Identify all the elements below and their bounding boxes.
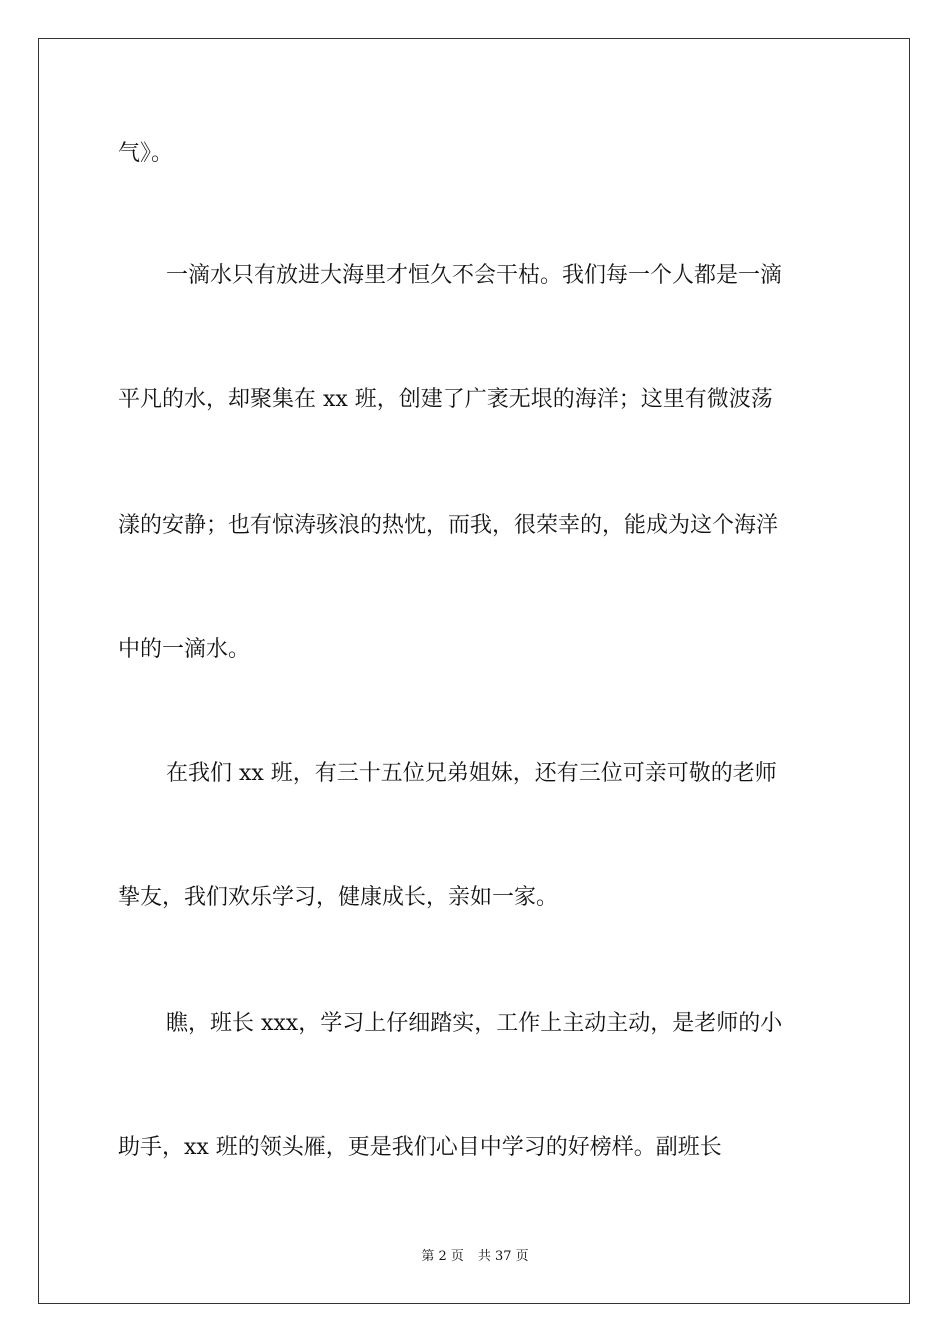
page-number-current: 第 2 页 <box>421 1249 464 1264</box>
paragraph-1-line-1: 一滴水只有放进大海里才恒久不会干枯。我们每一个人都是一滴 <box>166 263 783 288</box>
paragraph-2-line-2: 挚友，我们欢乐学习，健康成长，亲如一家。 <box>118 885 559 910</box>
paragraph-2-line-1: 在我们 xx 班，有三十五位兄弟姐妹，还有三位可亲可敬的老师 <box>166 761 777 786</box>
text-line-1: 气》。 <box>118 141 174 166</box>
page-number-total: 共 37 页 <box>477 1249 529 1264</box>
paragraph-1-line-2: 平凡的水，却聚集在 xx 班，创建了广袤无垠的海洋；这里有微波荡 <box>118 387 773 412</box>
paragraph-3-line-1: 瞧，班长 xxx，学习上仔细踏实，工作上主动主动，是老师的小 <box>166 1011 783 1036</box>
paragraph-3-line-2: 助手，xx 班的领头雁，更是我们心目中学习的好榜样。副班长 <box>118 1135 722 1160</box>
paragraph-1-line-3: 漾的安静；也有惊涛骇浪的热忱，而我，很荣幸的，能成为这个海洋 <box>118 513 779 538</box>
paragraph-1-line-4: 中的一滴水。 <box>118 637 251 662</box>
page-border <box>38 38 910 1304</box>
page-footer <box>0 1248 950 1266</box>
